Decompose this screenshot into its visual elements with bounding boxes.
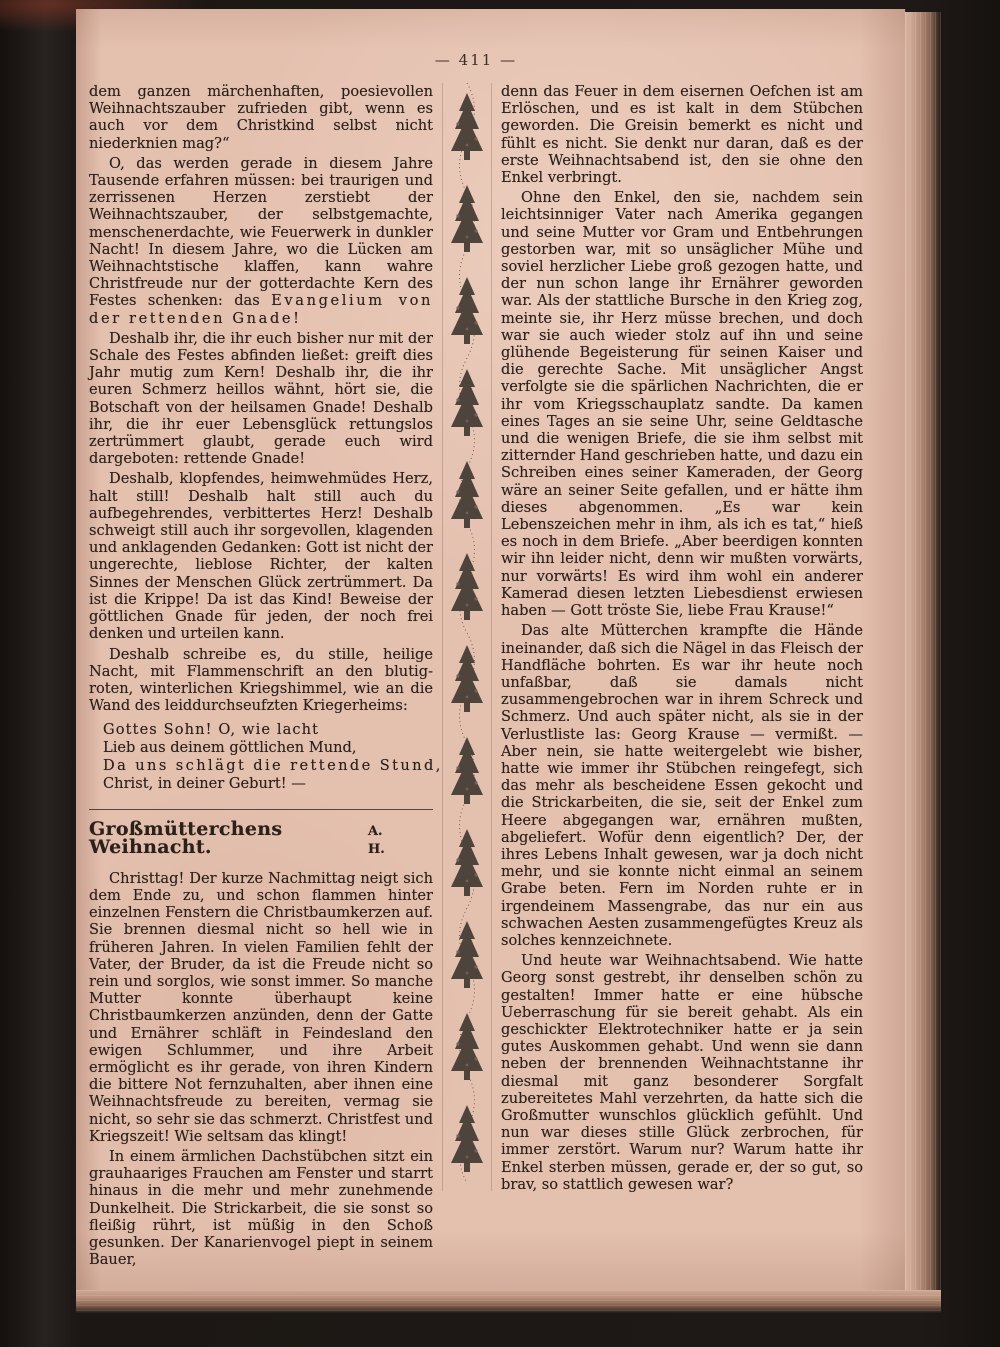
paragraph: Und heute war Weihnachtsabend. Wie hatte Georg sonst gestrebt, ihr denselben schön zu gestalten! Immer hatte er eine hübsche Ueberraschung für sie bereit gehabt. Als ein geschickter Elektrotechniker hatte er ja sein gutes Auskommen gehabt. Und wenn sie dann neben der brennenden Weihnachtstanne ihr diesmal mit ganz besonderer Sorgfalt zubereitetes Mahl verzehrten, da hatte sich die Großmutter wunschlos glücklich gefühlt. Und nun war dieses stille Glück zerbrochen, für immer zerstört. Warum nur? Warum hatte ihr Enkel sterben müssen, gerade er, der so gut, so brav, so stattlich gewesen war?: [501, 952, 863, 1193]
story-title: Großmütterchens Weihnacht.: [89, 818, 283, 858]
book-page: [76, 9, 905, 1290]
page-edges-right: [905, 12, 941, 1307]
fir-tree-icon: [451, 185, 483, 252]
paragraph: dem ganzen märchenhaften, poesievollen Weihnachtszauber zufrieden gibt, wenn es auch vor dem Christkind selbst nicht niederknien mag?“: [89, 83, 433, 152]
paragraph: Ohne den Enkel, den sie, nachdem sein leichtsinniger Vater nach Amerika gegangen und seine Mutter vor Gram und Entbehrungen gestorben war, mit so unsäglicher Mühe und soviel herzlicher Liebe groß gezogen hatte, und der nun schon lange ihr Ernährer geworden war. Als der stattliche Bursche in den Krieg zog, meinte sie, ihr Herz müsse brechen, und doch war sie auch wieder stolz auf ihn und seine glühende Begeisterung für seinen Kaiser und die gerechte Sache. Mit unsäglicher Angst verfolgte sie die spärlichen Nachrichten, die er ihr vom Kriegsschauplatz sandte. Da kamen eines Tages an sie seine Uhr, seine Geldtasche und die wenigen Briefe, die sie ihm selbst mit zitternder Hand geschrieben hatte, und dazu ein Schreiben eines seiner Kameraden, der Georg wäre an seiner Seite gefallen, und er hätte ihm dieses abgenommen. „Es war kein Lebenszeichen mehr in ihm, als ich es tat,“ hieß es noch in dem Briefe. „Aber beerdigen konnten wir ihn leider nicht, denn wir mußten vorwärts, nur vorwärts! Es wird ihm wohl ein anderer Kamerad diesen letzten Liebesdienst erwiesen haben — Gott tröste Sie, liebe Frau Krause!“: [501, 189, 863, 620]
paragraph: denn das Feuer in dem eisernen Oefchen ist am Erlöschen, und es ist kalt in dem Stübchen geworden. Die Greisin bemerkt es nicht und fühlt es nicht. Sie denkt nur daran, daß es der erste Weihnachtsabend ist, den sie ohne den Enkel verbringt.: [501, 83, 863, 187]
fir-tree-icon: [451, 369, 483, 436]
page-content: [76, 9, 879, 1271]
paragraph-text: O, das werden gerade in diesem Jahre Tausende erfahren müssen: bei traurigen und zerrissenen Herzen zerstiebt der Weihnachtszauber, der selbstgemachte, menschenerdachte, wie Feuerwerk in dunkler Nacht! In diesem Jahre, wo die Lücken am Weihnachtstische klaffen, kann wahre Christfreude nur der gotterdachte Kern des Festes schenken: das: [89, 154, 433, 310]
paragraph: Das alte Mütterchen krampfte die Hände ineinander, daß sich die Nägel in das Fleisch der Handfläche bohrten. Es war ihr heute noch unfaßbar, daß sie damals nicht zusammengebrochen war in ihrem Schreck und Schmerz. Und auch später nicht, als sie in der Verlustliste las: Georg Krause — vermißt. — Aber nein, sie hatte weitergelebt wie bisher, hatte wie immer ihr Stübchen reingefegt, sich das mehr als bescheidene Essen gekocht und die Strickarbeiten, die sie, seit der Enkel zum Heere abgegangen war, ernähren mußten, abgeliefert. Wofür denn eigentlich? Der, der ihres Lebens Inhalt gewesen, war ja doch nicht mehr, und sie konnte nicht einmal an seinem Grabe beten. Fern im Norden ruhte er in irgendeinem Massengrabe, das nur ein aus schwachen Aesten zusammengefügtes Kreuz als solches kennzeichnete.: [501, 622, 863, 949]
paragraph: [89, 155, 433, 327]
fir-tree-icon: [451, 737, 483, 804]
story-header: [89, 818, 433, 858]
left-column: [89, 83, 443, 1271]
emphasized-text: Evangelium von der rettenden Gnade!: [89, 292, 433, 327]
poem-line: Christ, in deiner Geburt! —: [103, 775, 306, 793]
poem-line: Da uns schlägt die rettende Stund,: [103, 757, 443, 775]
fir-tree-icon: [451, 461, 483, 528]
page-number: — 411 —: [434, 51, 518, 69]
fir-tree-icon: [451, 553, 483, 620]
poem-line: Lieb aus deinem göttlichen Mund,: [103, 739, 357, 757]
fir-tree-icon: [451, 645, 483, 712]
poem-line: Gottes Sohn! O, wie lacht: [103, 721, 320, 739]
right-column: [501, 83, 863, 1196]
fir-tree-icon: [451, 93, 483, 160]
two-column-layout: [89, 83, 879, 1271]
column-divider-ornament: [433, 83, 501, 1191]
fir-tree-icon: [451, 1105, 483, 1172]
fir-tree-icon: [451, 829, 483, 896]
paragraph: Christtag! Der kurze Nachmittag neigt sich dem Ende zu, und schon flammen hinter einzelnen Fenstern die Christbaumkerzen auf. Sie brennen diesmal nicht so hell wie in früheren Jahren. In vielen Familien fehlt der Vater, der Bruder, da ist die Freude nicht so rein und sorglos, wie sonst immer. So manche Mutter konnte überhaupt keine Christbaumkerzen anzünden, denn der Gatte und Ernährer schläft in Feindesland den ewigen Schlummer, und ihre Arbeit ermöglicht es ihr gerade, von ihren Kindern die bittere Not fernzuhalten, aber ihnen eine Weihnachtsfreude zu bereiten, vermag sie nicht, so sehr sie das schmerzt. Christfest und Kriegszeit! Wie seltsam das klingt!: [89, 869, 433, 1145]
section-divider: [89, 809, 433, 810]
tree-garland-ornament: [445, 83, 489, 1191]
poem: [103, 721, 443, 793]
fir-tree-icon: [451, 1013, 483, 1080]
paragraph: Deshalb schreibe es, du stille, heilige Nacht, mit Flammenschrift an den blutig-roten, winterlichen Kriegshimmel, wie an die Wand des leiddurchseufzten Kriegerheims:: [89, 645, 433, 715]
story-author: A. H.: [367, 824, 385, 857]
fir-tree-icon: [451, 921, 483, 988]
ornament-band: [442, 83, 492, 1191]
page-edges-bottom: [76, 1290, 941, 1313]
paragraph: Deshalb, klopfendes, heimwehmüdes Herz, halt still! Deshalb halt still auch du aufbegehrendes, verbittertes Herz! Deshalb schweigt still auch ihr sorgevollen, klagenden und anklagenden Gedanken: Gott ist nicht der ungerechte, lieblose Richter, der kalten Sinnes der Menschen Glück zertrümmert. Da ist die Krippe! Da ist das Kind! Beweise der göttlichen Gnade für jeden, der noch frei denken und urteilen kann.: [89, 470, 433, 643]
paragraph: In einem ärmlichen Dachstübchen sitzt ein grauhaariges Frauchen am Fenster und starrt hinaus in die mehr und mehr zunehmende Dunkelheit. Die Strickarbeit, die sie sonst so fleißig rührt, ist müßig in den Schoß gesunken. Der Kanarienvogel piept in seinem Bauer,: [89, 1147, 433, 1269]
fir-tree-icon: [451, 277, 483, 344]
paragraph: Deshalb ihr, die ihr euch bisher nur mit der Schale des Festes abfinden ließet: greift dies Jahr mutig zum Kern! Deshalb ihr, die ihr euren Schmerz heillos wähnt, hört sie, die Botschaft von der heilsamen Gnade! Deshalb ihr, die ihr euer Lebensglück rettungslos zertrümmert glaubt, gerade euch wird dargeboten: rettende Gnade!: [89, 329, 433, 468]
